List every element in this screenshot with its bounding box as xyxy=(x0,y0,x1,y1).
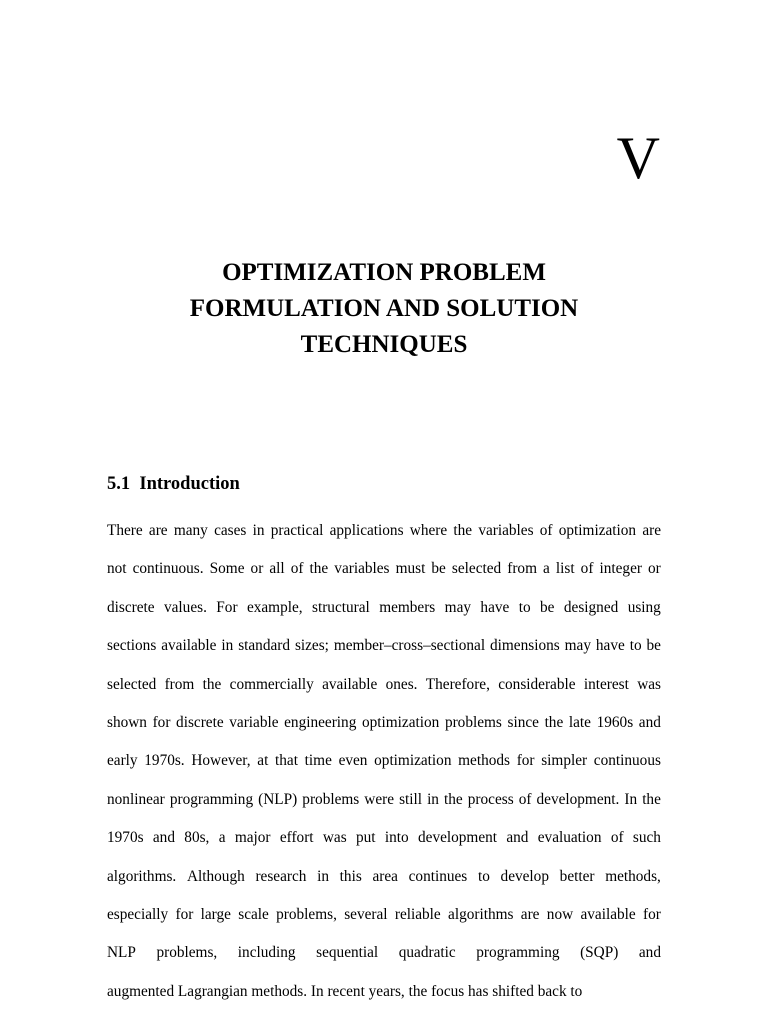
body-word: the xyxy=(453,522,473,539)
body-word: continues xyxy=(408,867,468,885)
body-word: considerable xyxy=(498,675,576,693)
body-word: ones. xyxy=(385,675,418,693)
body-line xyxy=(107,819,661,857)
body-line xyxy=(107,896,661,934)
body-word: better xyxy=(559,867,595,885)
body-word: the xyxy=(202,675,222,693)
body-word: integer xyxy=(599,560,642,578)
body-word: scale xyxy=(238,905,269,923)
body-word: sections xyxy=(107,637,157,655)
body-word: variables xyxy=(478,522,534,539)
body-word: example, xyxy=(246,598,303,616)
body-word: even xyxy=(338,752,368,770)
body-word: are xyxy=(520,905,540,923)
body-word: of xyxy=(580,560,594,578)
body-word: selected xyxy=(451,560,502,578)
body-word: development xyxy=(418,829,498,847)
body-word: for xyxy=(516,752,535,770)
body-word: However, xyxy=(191,752,251,770)
body-word: the xyxy=(544,713,564,731)
body-word: sequential xyxy=(316,944,379,962)
body-word: practical xyxy=(270,522,324,539)
body-word: members xyxy=(379,598,436,616)
body-word: problems xyxy=(302,790,360,808)
chapter-title-line-3: TECHNIQUES xyxy=(300,331,468,358)
body-line xyxy=(107,550,661,588)
body-line: augmented Lagrangian methods. In recent years, the focus has shifted back to xyxy=(107,982,583,1000)
body-word: now xyxy=(546,905,574,923)
body-word: was xyxy=(637,675,661,693)
body-word: programming xyxy=(476,944,560,962)
body-word: all xyxy=(269,560,285,578)
body-word: of xyxy=(610,829,624,847)
body-word: and xyxy=(506,829,529,847)
body-line xyxy=(107,512,661,550)
body-word: continuous. xyxy=(132,560,204,578)
body-word: to xyxy=(629,637,642,655)
body-word: for xyxy=(643,905,661,923)
body-word: especially xyxy=(107,905,169,923)
body-line xyxy=(107,781,661,819)
body-word: list xyxy=(555,560,575,578)
body-word: available xyxy=(161,637,217,655)
body-word: There xyxy=(107,522,143,539)
body-word: have xyxy=(595,637,625,655)
body-word: to xyxy=(477,867,490,885)
section-heading: 5.1 Introduction xyxy=(107,474,240,494)
body-word: 1960s xyxy=(596,713,634,731)
body-line xyxy=(107,589,661,627)
body-line xyxy=(107,704,661,742)
body-word: in xyxy=(252,522,265,539)
body-word: to xyxy=(518,598,531,616)
body-word: 1970s xyxy=(107,829,144,847)
body-line xyxy=(107,934,661,972)
body-word: dimensions xyxy=(490,637,560,655)
body-word: discrete xyxy=(176,713,224,731)
body-word: optimization xyxy=(361,713,440,731)
body-word: discrete xyxy=(107,598,155,616)
body-word: time xyxy=(304,752,332,770)
chapter-title-line-1: OPTIMIZATION PROBLEM xyxy=(222,259,546,286)
body-word: sizes; xyxy=(294,637,329,655)
body-word: or xyxy=(648,560,661,578)
body-word: commercially xyxy=(229,675,314,693)
body-word: of xyxy=(539,522,553,539)
body-word: using xyxy=(627,598,661,616)
body-word: a xyxy=(218,829,226,847)
body-word: that xyxy=(275,752,298,770)
body-word: cases xyxy=(214,522,247,539)
body-word: reliable xyxy=(394,905,441,923)
body-word: simpler xyxy=(541,752,588,770)
body-word: available xyxy=(322,675,378,693)
body-word: 1970s. xyxy=(144,752,185,770)
body-word: selected xyxy=(107,675,157,693)
body-word: of xyxy=(290,560,304,578)
body-word: standard xyxy=(238,637,291,655)
body-word: problems, xyxy=(156,944,218,962)
body-word: be xyxy=(540,598,555,616)
body-word: and xyxy=(638,944,661,962)
body-word: develop xyxy=(500,867,549,885)
body-word: large xyxy=(200,905,231,923)
body-word: variables xyxy=(334,560,390,578)
body-word: at xyxy=(257,752,269,770)
body-word: algorithms. xyxy=(107,867,177,885)
body-word: may xyxy=(444,598,472,616)
body-line xyxy=(107,666,661,704)
body-word: from xyxy=(164,675,195,693)
body-word: from xyxy=(507,560,537,578)
body-word: and xyxy=(638,713,661,731)
body-word: optimization xyxy=(374,752,452,770)
body-word: have xyxy=(480,598,510,616)
body-word: nonlinear xyxy=(107,790,165,808)
chapter-title-line-2: FORMULATION AND SOLUTION xyxy=(189,295,579,322)
body-word: programming xyxy=(169,790,254,808)
body-word: interest xyxy=(583,675,629,693)
body-word: must xyxy=(395,560,426,578)
body-word: methods, xyxy=(605,867,661,885)
body-word: and xyxy=(152,829,175,847)
body-word: (NLP) xyxy=(258,790,298,808)
body-word: the xyxy=(444,790,463,808)
body-word: research xyxy=(255,867,307,885)
body-word: quadratic xyxy=(398,944,456,962)
body-word: values. xyxy=(163,598,207,616)
body-word: (SQP) xyxy=(580,944,619,962)
body-word: 80s, xyxy=(184,829,210,847)
body-word: this xyxy=(339,867,362,885)
body-word: In xyxy=(624,790,638,808)
body-word: a xyxy=(543,560,550,578)
body-word: for xyxy=(175,905,194,923)
body-word: available xyxy=(580,905,636,923)
body-word: area xyxy=(372,867,398,885)
body-word: early xyxy=(107,752,138,770)
body-word: late xyxy=(568,713,591,731)
body-word: into xyxy=(384,829,409,847)
body-word: applications xyxy=(329,522,404,539)
body-word: many xyxy=(173,522,208,539)
body-word: are xyxy=(642,522,661,539)
body-word: since xyxy=(507,713,539,731)
body-word: including xyxy=(237,944,296,962)
body-word: where xyxy=(409,522,448,539)
body-word: process xyxy=(467,790,514,808)
body-word: the xyxy=(309,560,329,578)
body-word: variable xyxy=(229,713,279,731)
body-word: put xyxy=(356,829,376,847)
body-word: engineering xyxy=(284,713,357,731)
body-word: evaluation xyxy=(537,829,602,847)
body-word: designed xyxy=(563,598,619,616)
body-line xyxy=(107,627,661,665)
body-word: development. xyxy=(536,790,620,808)
body-word: methods xyxy=(458,752,510,770)
body-word: in xyxy=(317,867,329,885)
chapter-numeral: V xyxy=(616,125,660,191)
body-word: are xyxy=(148,522,168,539)
body-word: such xyxy=(632,829,661,847)
body-word: were xyxy=(364,790,395,808)
body-word: several xyxy=(344,905,388,923)
body-word: effort xyxy=(279,829,314,847)
body-word: Although xyxy=(186,867,245,885)
chapter-title xyxy=(140,255,628,363)
body-word: still xyxy=(399,790,423,808)
body-word: For xyxy=(216,598,238,616)
body-word: major xyxy=(234,829,271,847)
body-word: member–cross–sectional xyxy=(333,637,486,655)
body-word: for xyxy=(152,713,171,731)
body-word: problems, xyxy=(276,905,337,923)
body-word: was xyxy=(322,829,347,847)
body-word: or xyxy=(250,560,264,578)
body-word: be xyxy=(431,560,446,578)
body-word: algorithms xyxy=(448,905,514,923)
section-body xyxy=(107,512,661,1011)
body-word: not xyxy=(107,560,127,578)
body-line xyxy=(107,742,661,780)
body-word: problems xyxy=(444,713,502,731)
body-word: in xyxy=(221,637,234,655)
body-word: in xyxy=(427,790,439,808)
body-word: be xyxy=(646,637,661,655)
body-word: structural xyxy=(312,598,370,616)
body-word: optimization xyxy=(558,522,637,539)
body-word: Therefore, xyxy=(425,675,490,693)
body-word: of xyxy=(518,790,532,808)
body-word: continuous xyxy=(593,752,661,770)
body-word: NLP xyxy=(107,944,136,962)
body-word: Some xyxy=(209,560,245,578)
body-word: may xyxy=(564,637,591,655)
body-word: shown xyxy=(107,713,147,731)
body-line xyxy=(107,858,661,896)
body-word: the xyxy=(642,790,661,808)
